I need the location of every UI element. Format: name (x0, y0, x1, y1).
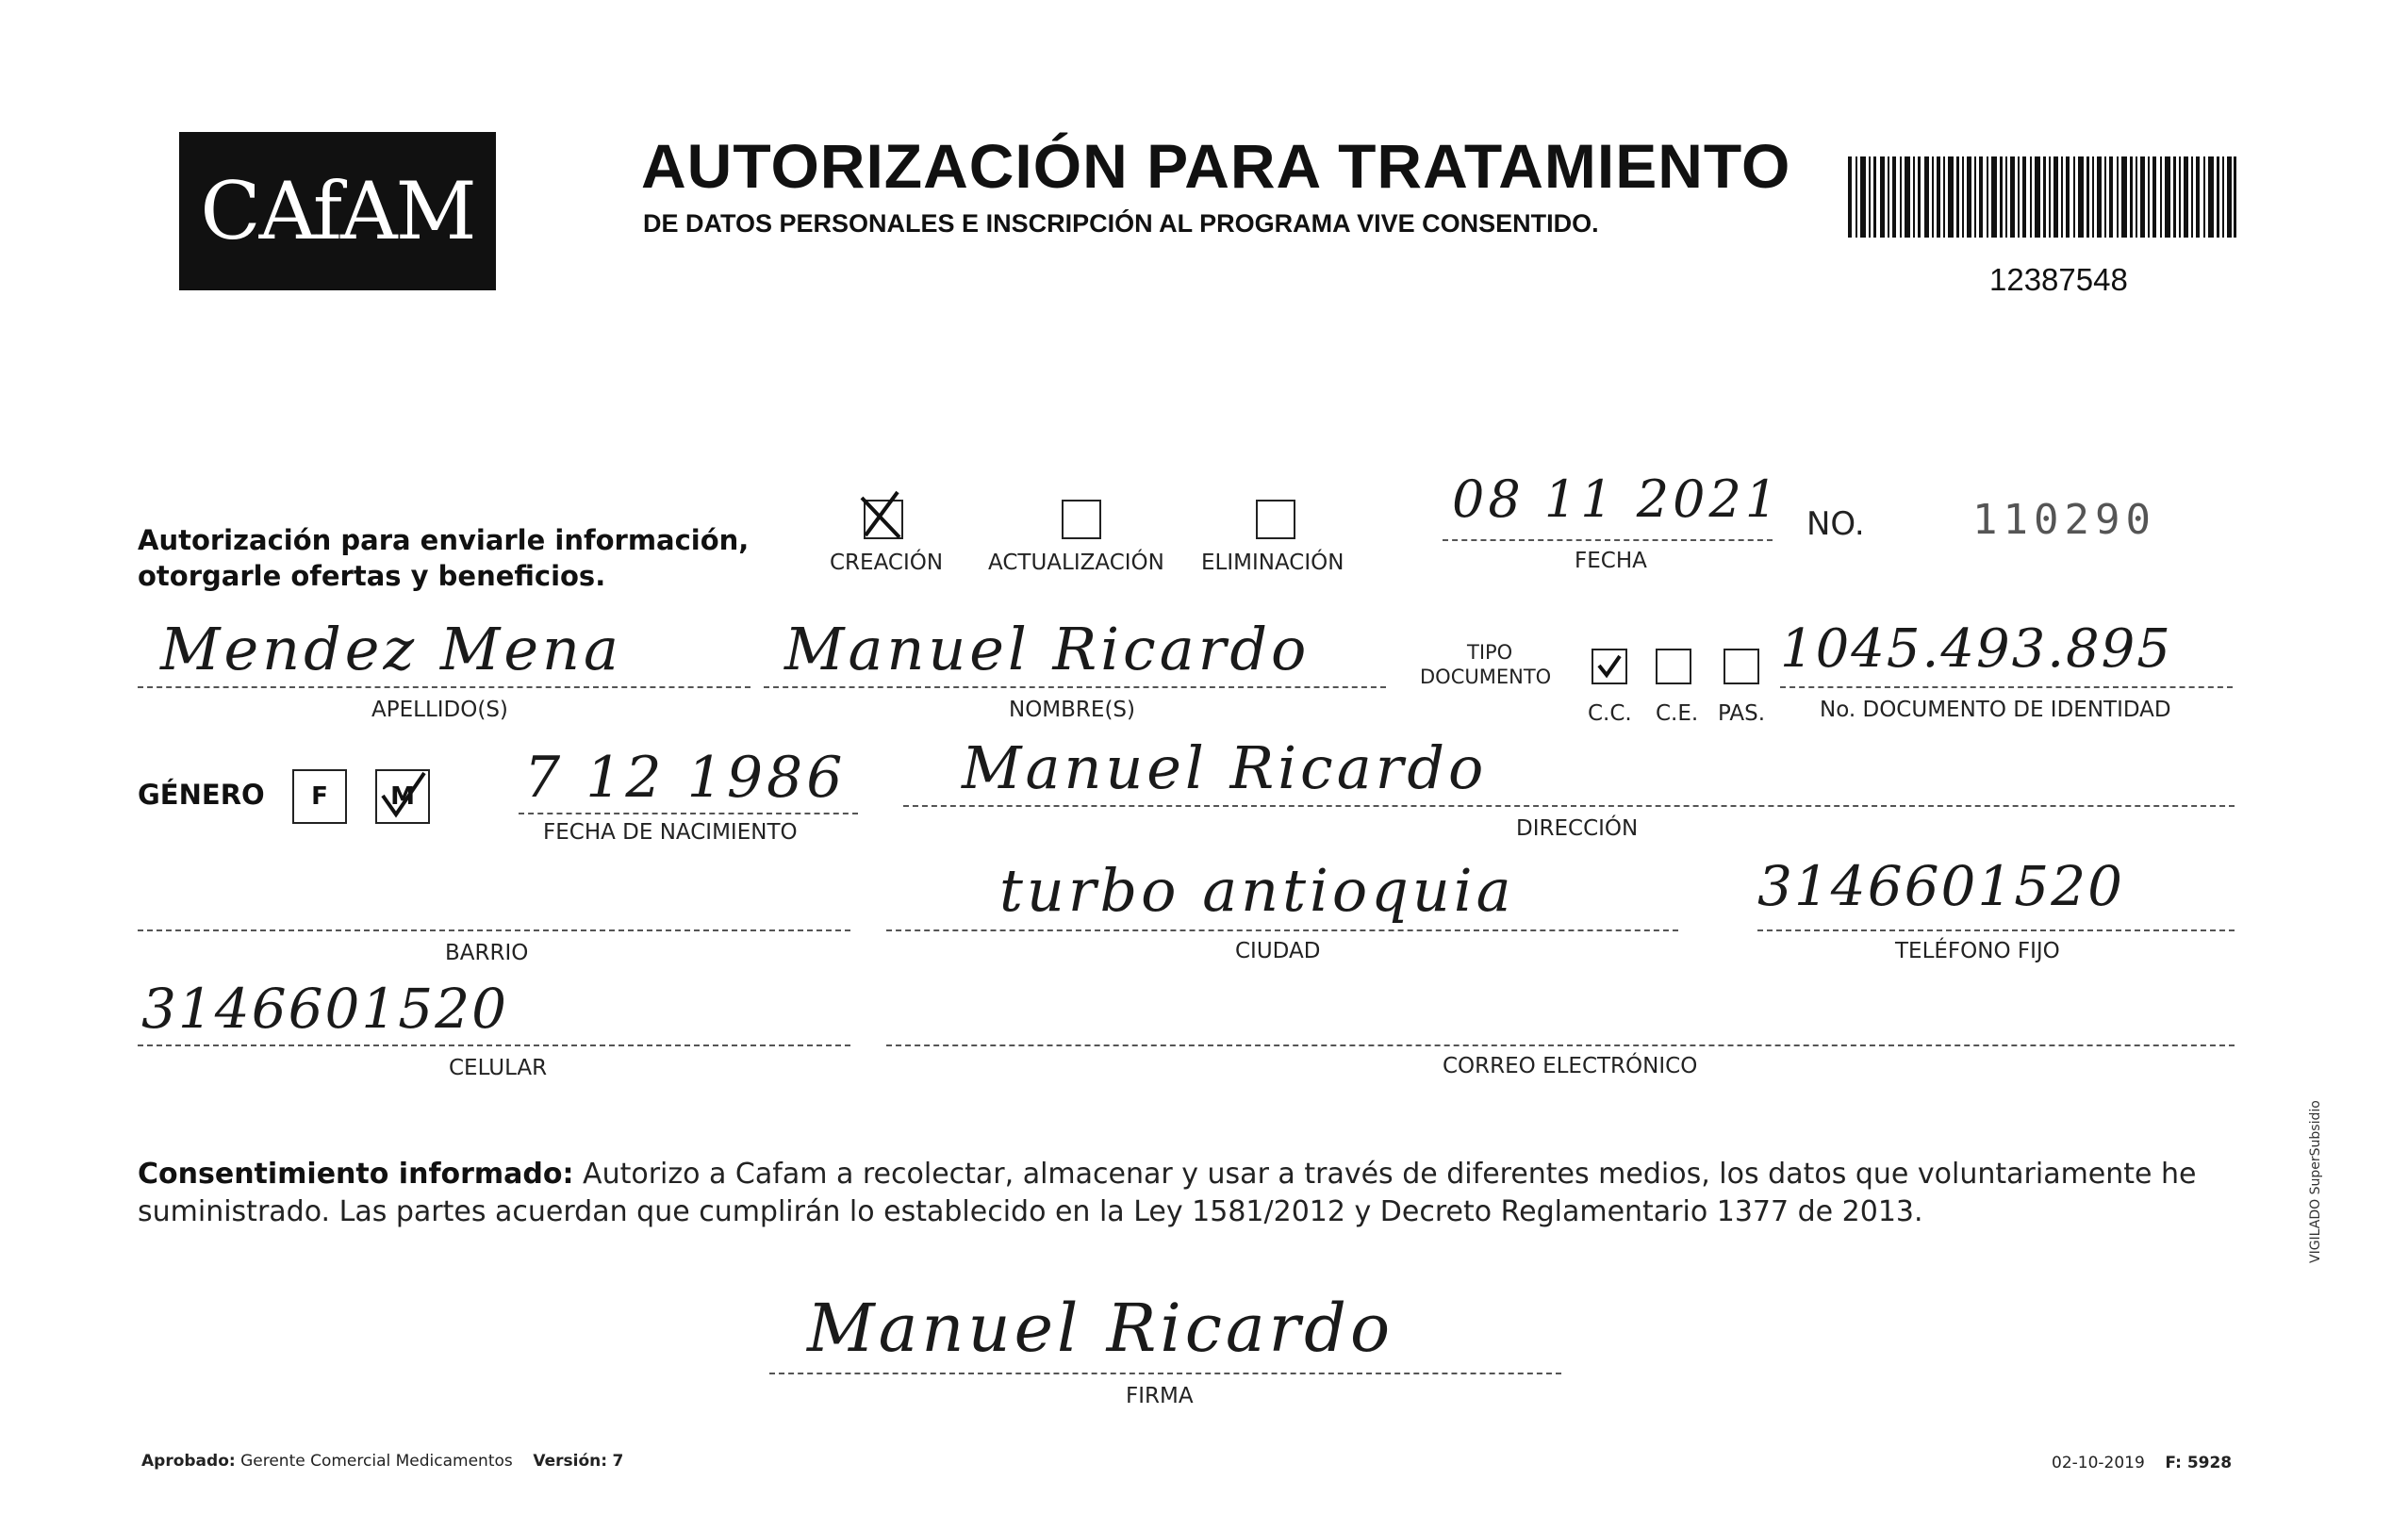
barcode (1848, 156, 2236, 238)
fecha-value: 08 11 2021 (1452, 469, 1782, 529)
check-mark-icon (1595, 652, 1624, 681)
telefono-value: 3146601520 (1757, 854, 2125, 918)
apellidos-label: APELLIDO(S) (371, 698, 508, 722)
documento-number-label: No. DOCUMENTO DE IDENTIDAD (1820, 698, 2171, 722)
actualizacion-checkbox[interactable] (1062, 500, 1101, 539)
nombres-line (764, 686, 1386, 688)
ce-checkbox[interactable] (1656, 649, 1691, 684)
logo-text: CAfAM (200, 165, 475, 257)
apellidos-value: Mendez Mena (160, 615, 622, 683)
nombres-value: Manuel Ricardo (784, 615, 1311, 683)
aprobado-value: Gerente Comercial Medicamentos (240, 1452, 513, 1471)
fecha-nacimiento-label: FECHA DE NACIMIENTO (543, 820, 798, 845)
direccion-value: Manuel Ricardo (962, 733, 1488, 802)
consent-heading: Consentimiento informado: (138, 1158, 574, 1191)
form-number: 110290 (1972, 496, 2156, 544)
telefono-line (1757, 929, 2235, 931)
signature-value: Manuel Ricardo (807, 1290, 1394, 1367)
fecha-label: FECHA (1575, 549, 1647, 573)
documento-number-line (1780, 686, 2233, 688)
celular-value: 3146601520 (141, 977, 509, 1041)
genero-label: GÉNERO (138, 779, 265, 811)
actualizacion-label: ACTUALIZACIÓN (988, 551, 1164, 575)
creacion-label: CREACIÓN (830, 551, 944, 575)
version-label: Versión: (533, 1452, 608, 1471)
barcode-number: 12387548 (1989, 262, 2128, 297)
footer-aprobado (141, 1452, 623, 1471)
barrio-label: BARRIO (445, 941, 529, 965)
cafam-logo (179, 132, 496, 290)
fecha-line (1443, 539, 1773, 541)
celular-line (138, 1044, 850, 1046)
form-title: AUTORIZACIÓN PARA TRATAMIENTO (641, 131, 1791, 201)
eliminacion-label: ELIMINACIÓN (1201, 551, 1344, 575)
apellidos-line (138, 686, 750, 688)
tipo-label: TIPO (1467, 641, 1513, 664)
eliminacion-checkbox[interactable] (1256, 500, 1295, 539)
pas-checkbox[interactable] (1724, 649, 1759, 684)
nombres-label: NOMBRE(S) (1009, 698, 1135, 722)
fecha-nacimiento-value: 7 12 1986 (524, 745, 847, 811)
cc-label: C.C. (1588, 701, 1632, 726)
correo-label: CORREO ELECTRÓNICO (1443, 1054, 1698, 1078)
footer-codes (2052, 1454, 2232, 1472)
footer-date-code: 02-10-2019 (2052, 1454, 2145, 1472)
genero-f-label: F (311, 782, 328, 811)
consent-text: Autorizo a Cafam a recolectar, almacenar y usar a través de diferentes medios, los datos que voluntariamente he suministrado. Las partes acuerdan que cumplirán lo establecido en la Ley 1581/2012 y Decreto Reglamentario 1377 de 2013. (138, 1158, 2197, 1228)
no-label: NO. (1806, 505, 1865, 543)
authorization-label-line1: Autorización para enviarle información, (138, 524, 750, 556)
form-subtitle: DE DATOS PERSONALES E INSCRIPCIÓN AL PROGRAMA VIVE CONSENTIDO. (643, 209, 1599, 238)
barrio-line (138, 929, 850, 931)
correo-line (886, 1044, 2235, 1046)
documento-label: DOCUMENTO (1420, 666, 1552, 688)
vigilado-text: VIGILADO SuperSubsidio (2308, 1100, 2323, 1263)
fecha-nacimiento-line (519, 813, 858, 814)
consent-paragraph (138, 1156, 2236, 1231)
ciudad-line (886, 929, 1678, 931)
pas-label: PAS. (1718, 701, 1766, 726)
authorization-label-line2: otorgarle ofertas y beneficios. (138, 560, 606, 592)
genero-m-label: M (390, 782, 415, 811)
cc-checkbox[interactable] (1592, 649, 1627, 684)
signature-line (769, 1373, 1561, 1374)
direccion-line (903, 805, 2235, 807)
genero-m-checkbox[interactable] (375, 769, 430, 824)
celular-label: CELULAR (449, 1056, 548, 1080)
ciudad-value: turbo antioquia (999, 856, 1515, 925)
ce-label: C.E. (1656, 701, 1699, 726)
ciudad-label: CIUDAD (1235, 939, 1321, 963)
firma-label: FIRMA (1126, 1384, 1194, 1408)
documento-number-value: 1045.493.895 (1780, 618, 2172, 680)
genero-f-checkbox[interactable] (292, 769, 347, 824)
version-value: 7 (612, 1452, 624, 1471)
check-mark-icon (856, 488, 913, 545)
direccion-label: DIRECCIÓN (1516, 816, 1639, 841)
telefono-label: TELÉFONO FIJO (1895, 939, 2060, 963)
aprobado-label: Aprobado: (141, 1452, 236, 1471)
check-mark-icon (375, 767, 432, 824)
footer-form-code: F: 5928 (2165, 1454, 2233, 1472)
creacion-checkbox[interactable] (864, 500, 903, 539)
